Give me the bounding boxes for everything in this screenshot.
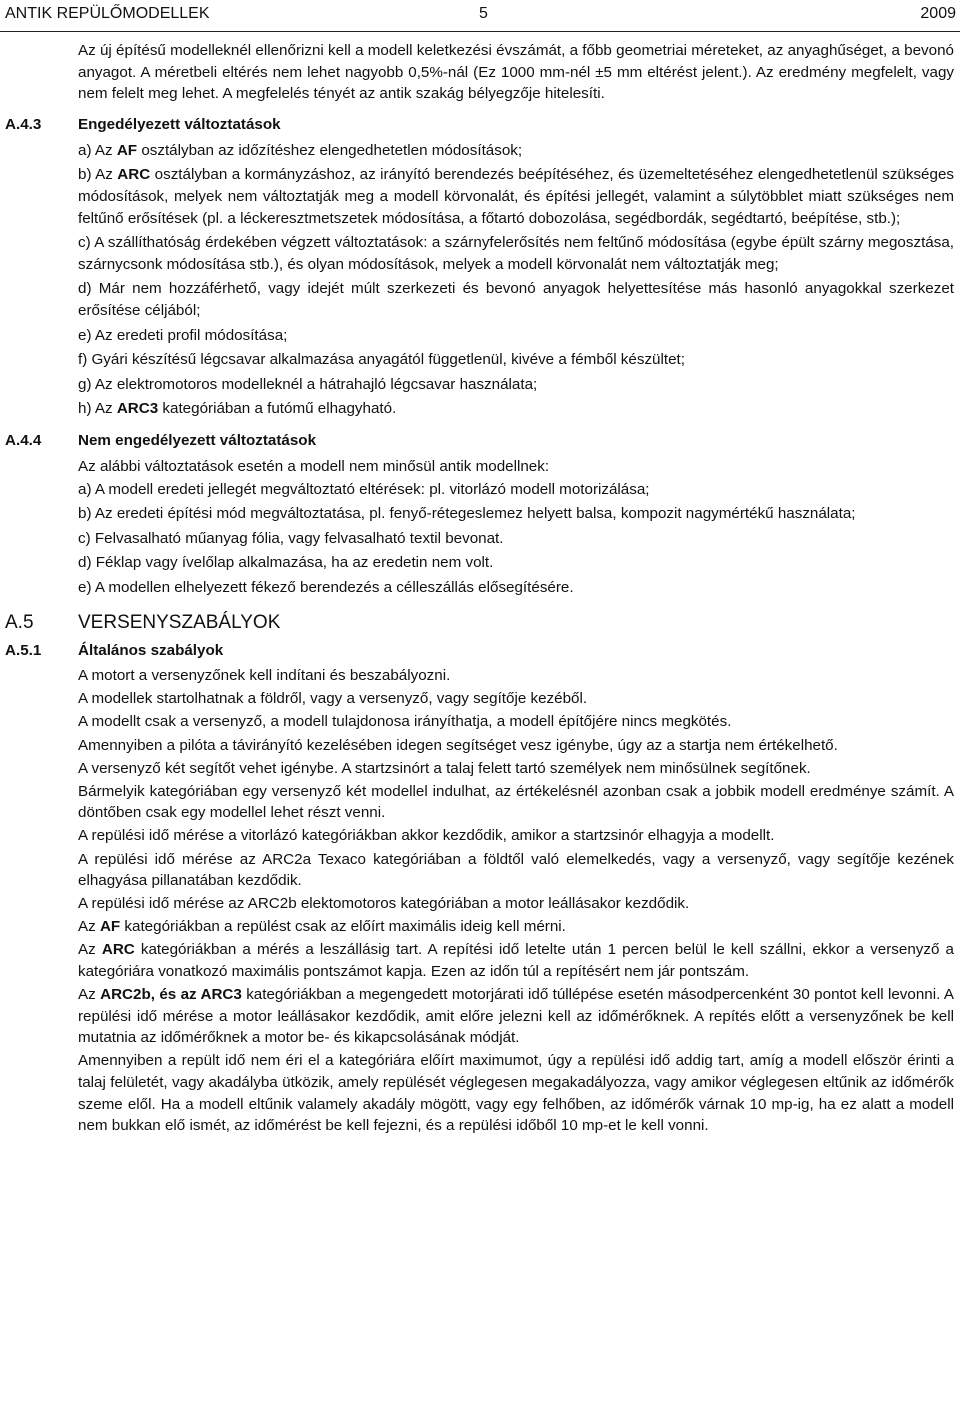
- allowed-changes-list: [78, 140, 954, 420]
- list-item: e) A modellen elhelyezett fékező berendezés a célleszállás elősegítésére.: [78, 579, 574, 597]
- section-number: A.4.3: [5, 116, 42, 134]
- section-title: Nem engedélyezett változtatások: [78, 432, 317, 449]
- rule-paragraph: Amennyiben a repült idő nem éri el a kategóriára előírt maximumot, úgy a repülési idő addig tart, amíg a modell először érinti a talaj felületét, vagy akadályba ütközik, amely repülését véglegesen megakadályozza, vagy amikor véglegesen eltűnik az időmérők szeme elől. Ha a modell eltűnik valamely akadály mögött, vagy egy felhőben, az időmérők várnak 10 mp-ig, ha ez alatt a modell nem bukkan elő ismét, az időmérést be kell fejezni, és a repülési időből 10 mp-et le kell vonni.: [78, 1052, 954, 1135]
- rule-paragraph: A versenyző két segítőt vehet igénybe. A startzsinórt a talaj felett tartó személyek nem minősülnek segítőnek.: [78, 759, 811, 777]
- chapter-number: A.5: [5, 611, 34, 633]
- forbidden-changes-list: [78, 479, 954, 599]
- rule-paragraph: Az ARC kategóriákban a mérés a leszállásig tart. A repítési idő letelte után 1 percen belül le kell szállni, ekkor a versenyző a kategóriára vonatkozó maximális pontszámot kapja. Ezen az időn túl a repítésért nem jár pontszám.: [78, 941, 954, 980]
- page-content: [0, 40, 960, 1138]
- header-rule: [0, 31, 960, 32]
- rule-paragraph: A repülési idő mérése az ARC2a Texaco kategóriában a földtől való elemelkedés, vagy a versenyző, vagy segítője kezének elhagyása pillanatában kezdődik.: [78, 850, 954, 890]
- page-number: 5: [479, 5, 488, 22]
- list-item: b) Az ARC osztályban a kormányzáshoz, az irányító berendezés beépítéséhez, és üzemeltetéséhez elengedhetetlenül szükséges módosítások, melyek nem változtatják meg a modell körvonalát, és építési jellegét, valamint a súlytöbblet miatt szükséges nem feltűnő erősítések (pl. a léckeresztmetszetek módosítása, a főtartó dobozolása, segédbordák, segédtartó, beépítése, stb.);: [78, 166, 954, 227]
- section-lead: Az alábbi változtatások esetén a modell nem minősül antik modellnek:: [78, 457, 550, 475]
- section-a5: [0, 610, 960, 636]
- section-a43: [0, 114, 960, 420]
- rule-paragraph: A repülési idő mérése az ARC2b elektomotoros kategóriában a motor leállásakor kezdődik.: [78, 895, 690, 913]
- list-item: g) Az elektromotoros modelleknél a hátrahajló légcsavar használata;: [78, 375, 538, 393]
- section-number: A.4.4: [5, 432, 42, 449]
- rule-paragraph: A modellt csak a versenyző, a modell tulajdonosa irányíthatja, a modell építőjére nincs megkötés.: [78, 713, 732, 731]
- list-item: e) Az eredeti profil módosítása;: [78, 326, 288, 344]
- header-title: ANTIK REPÜLŐMODELLEK: [5, 5, 210, 22]
- rule-paragraph: A repülési idő mérése a vitorlázó kategóriákban akkor kezdődik, amikor a startzsinór elhagyja a modellt.: [78, 827, 775, 845]
- rule-paragraph: A motort a versenyzőnek kell indítani és beszabályozni.: [78, 667, 451, 685]
- section-a51: [0, 640, 960, 1137]
- rule-paragraph: Bármelyik kategóriában egy versenyző két modellel indulhat, az értékelésnél azonban csak a jobbik modell eredménye számít. A döntőben csak egy modellel lehet részt venni.: [78, 782, 954, 822]
- rule-paragraph: A modellek startolhatnak a földről, vagy a versenyző, vagy segítője kezéből.: [78, 690, 588, 708]
- list-item: a) Az AF osztályban az időzítéshez elengedhetetlen módosítások;: [78, 141, 523, 159]
- rule-paragraph: Az AF kategóriákban a repülést csak az előírt maximális ideig kell mérni.: [78, 918, 566, 936]
- rule-paragraph: Az ARC2b, és az ARC3 kategóriákban a megengedett motorjárati idő túllépése esetén másodpercenként 30 pontot kell levonni. A repülési idő mérése a motor leállásakor kezdődik, amit előre jelezni kell az időmérőknek. A repítés előtt a versenyzőnek be kell mutatnia az időmérőknek a motor be- és kikapcsolásának módját.: [78, 986, 954, 1047]
- list-item: c) A szállíthatóság érdekében végzett változtatások: a szárnyfelerősítés nem feltűnő módosítása (egybe épült szárny megosztása, szárnycsonk módosítása stb.), és olyan módosítások, melyek a modell körvonalát nem változtatják meg;: [78, 234, 954, 273]
- section-a44: [0, 430, 960, 599]
- page-header: [5, 3, 956, 27]
- list-item: c) Felvasalható műanyag fólia, vagy felvasalható textil bevonat.: [78, 529, 504, 547]
- section-title: Engedélyezett változtatások: [78, 116, 281, 134]
- section-number: A.5.1: [5, 641, 42, 659]
- list-item: d) Féklap vagy ívelőlap alkalmazása, ha az eredetin nem volt.: [78, 554, 494, 572]
- section-title: Általános szabályok: [78, 641, 224, 659]
- intro-section: [0, 40, 960, 105]
- list-item: b) Az eredeti építési mód megváltoztatása, pl. fenyő-rétegeslemez helyett balsa, kompozit nagymértékű használata;: [78, 505, 856, 523]
- list-item: d) Már nem hozzáférhető, vagy idejét múlt szerkezeti és bevonó anyagok helyettesítése más hasonló anyagokkal szerkezet erősítése céljából;: [78, 280, 954, 320]
- rule-paragraph: Amennyiben a pilóta a távirányító kezelésében idegen segítséget vesz igénybe, úgy az a startja nem értékelhető.: [78, 736, 838, 754]
- header-year: 2009: [920, 5, 956, 22]
- list-item: a) A modell eredeti jellegét megváltoztató eltérések: pl. vitorlázó modell motorizálása;: [78, 480, 650, 498]
- list-item: f) Gyári készítésű légcsavar alkalmazása anyagától függetlenül, kivéve a fémből készültet;: [78, 351, 685, 369]
- list-item: h) Az ARC3 kategóriában a futómű elhagyható.: [78, 400, 397, 418]
- intro-paragraph: Az új építésű modelleknél ellenőrizni kell a modell keletkezési évszámát, a főbb geometriai méreteket, az anyaghűséget, a bevonó anyagot. A méretbeli eltérés nem lehet nagyobb 0,5%-nál (Ez 1000 mm-nél ±5 mm eltérést jelent.). Az eredmény megfelelt, vagy nem felelt meg lehet. A megfelelés tényét az antik szakág bélyegzője hitelesíti.: [78, 42, 954, 103]
- chapter-title: VERSENYSZABÁLYOK: [78, 611, 281, 633]
